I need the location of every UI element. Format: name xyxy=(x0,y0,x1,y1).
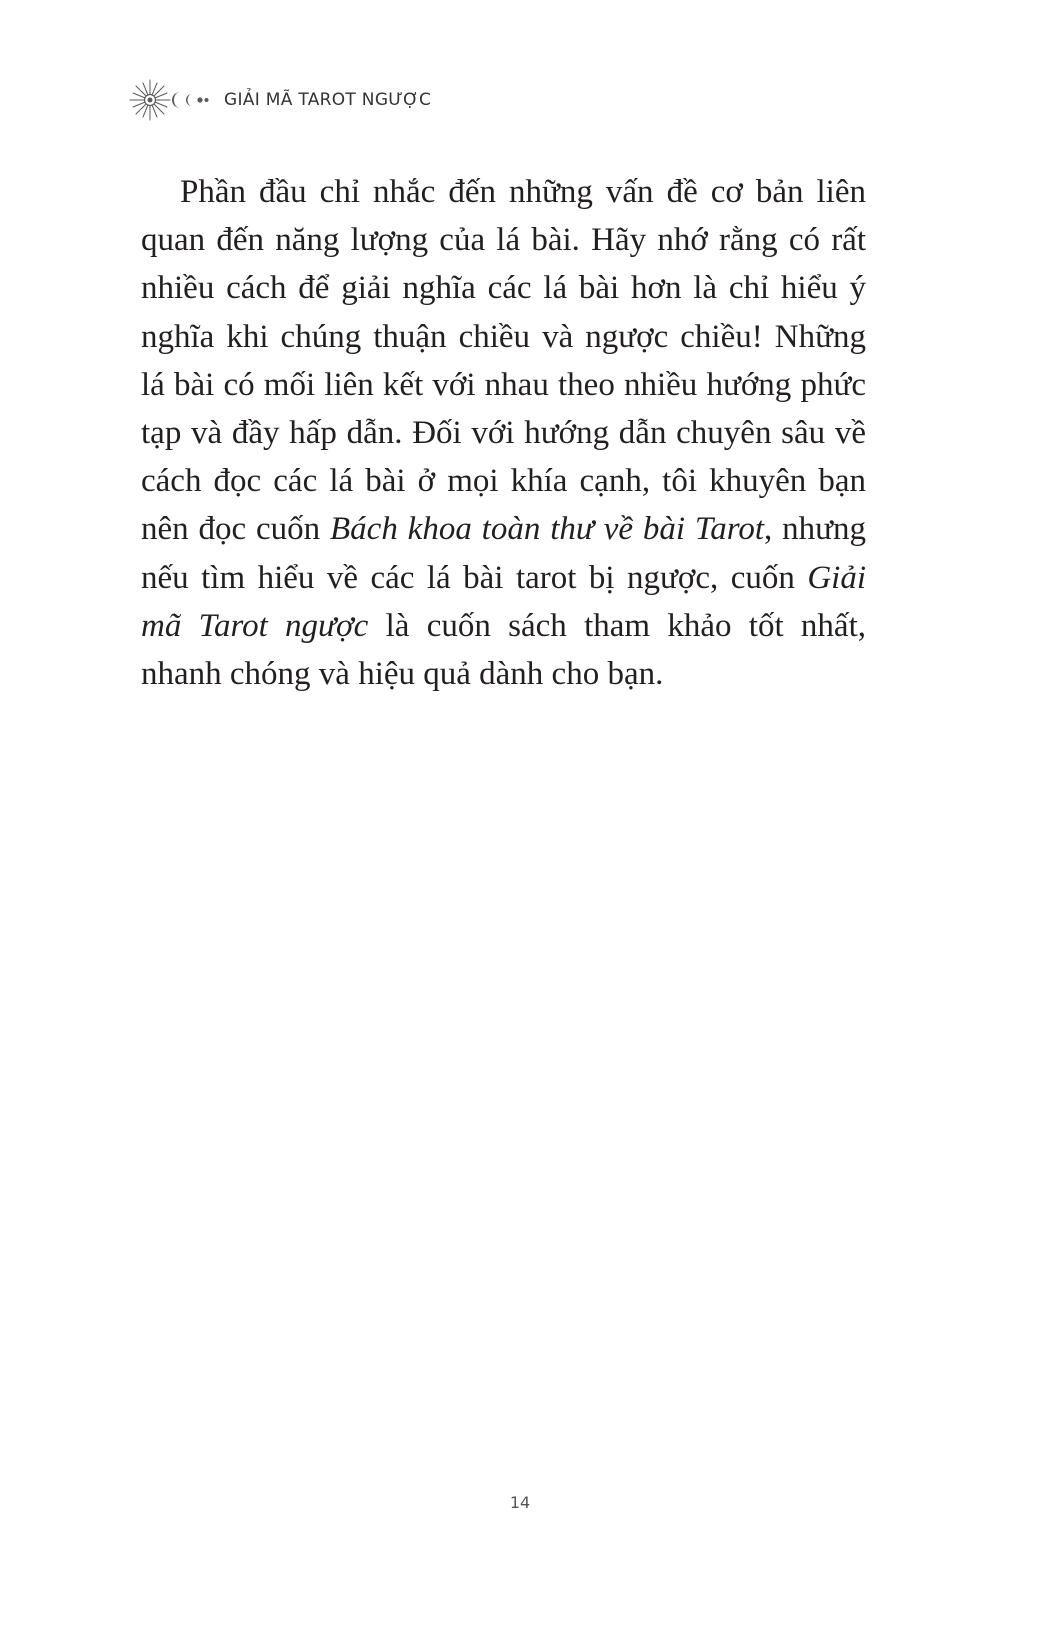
paragraph-text: , nhưng nếu tìm hiểu về các lá bài tarot bị ngược, cuốn xyxy=(141,511,867,596)
running-header-title: GIẢI MÃ TAROT NGƯỢC xyxy=(224,90,432,110)
running-header xyxy=(128,78,431,122)
book-title-italic: Giải mã Tarot ngược xyxy=(141,559,866,644)
book-title-italic: Bách khoa toàn thư về bài Tarot xyxy=(330,511,765,548)
moon-phases-icon xyxy=(166,88,212,112)
paragraph-text: là cuốn sách tham khảo tốt nhất, nhanh chóng và hiệu quả dành cho bạn. xyxy=(141,607,866,693)
paragraph-text: Phần đầu chỉ nhắc đến những vấn đề cơ bản liên quan đến năng lượng của lá bài. Hãy nhớ rằng có rất nhiều cách để giải nghĩa các lá bài hơn là chỉ hiểu ý nghĩa khi chúng thuận chiều và ngược chiều! Những lá bài có mối liên kết với nhau theo nhiều hướng phức tạp và đầy hấp dẫn. Đối với hướng dẫn chuyên sâu về cách đọc các lá bài ở mọi khía cạnh, tôi khuyên bạn nên đọc cuốn xyxy=(141,174,866,548)
page-number: 14 xyxy=(509,1493,531,1512)
body-paragraph xyxy=(141,168,866,698)
